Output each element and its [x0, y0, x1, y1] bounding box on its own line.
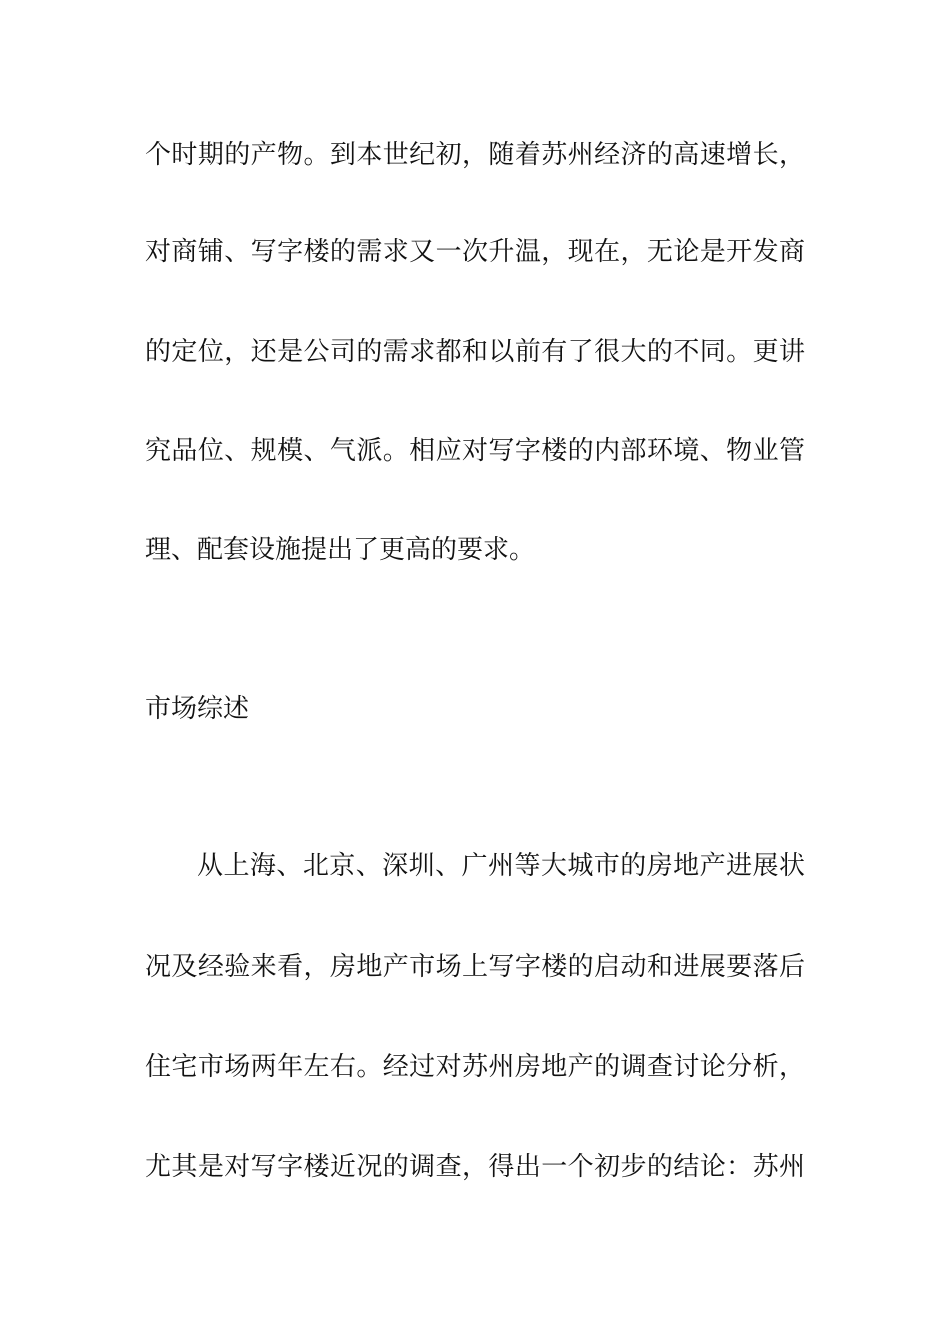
paragraph-1-line-4: 究品位、规模、气派。相应对写字楼的内部环境、物业管: [145, 436, 805, 466]
section-heading: 市场综述: [145, 694, 250, 724]
paragraph-2-line-3: 住宅市场两年左右。经过对苏州房地产的调查讨论分析，: [145, 1052, 805, 1082]
paragraph-1-line-3: 的定位，还是公司的需求都和以前有了很大的不同。更讲: [145, 337, 805, 367]
paragraph-2-line-4: 尤其是对写字楼近况的调查，得出一个初步的结论：苏州: [145, 1152, 805, 1182]
paragraph-1-line-5: 理、配套设施提出了更高的要求。: [145, 535, 536, 565]
paragraph-1-line-2: 对商铺、写字楼的需求又一次升温，现在，无论是开发商: [145, 237, 805, 267]
paragraph-2-line-1: 从上海、北京、深圳、广州等大城市的房地产进展状: [197, 851, 805, 881]
paragraph-1-line-1: 个时期的产物。到本世纪初，随着苏州经济的高速增长，: [145, 140, 805, 170]
paragraph-2-line-2: 况及经验来看，房地产市场上写字楼的启动和进展要落后: [145, 952, 805, 982]
